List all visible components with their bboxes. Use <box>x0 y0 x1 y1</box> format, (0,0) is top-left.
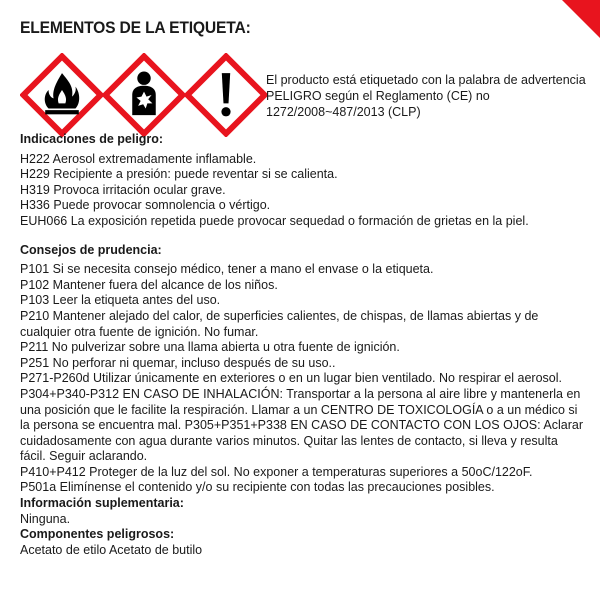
hazard-statement: H336 Puede provocar somnolencia o vértigo. <box>20 198 271 213</box>
precaution-statement: P210 Mantener alejado del calor, de superficies calientes, de chispas, de llamas abiertas y de cualquier otra fuente de ignición. No fumar. <box>20 308 539 339</box>
precaution-statement: P271-P260d Utilizar únicamente en exteriores o en un lugar bien ventilado. No respirar el aerosol. <box>20 371 562 386</box>
hazard-statement: EUH066 La exposición repetida puede provocar sequedad o formación de grietas en la piel. <box>20 213 529 228</box>
health-hazard-icon <box>102 53 186 137</box>
components-text: Acetato de etilo Acetato de butilo <box>20 542 203 557</box>
signal-word-statement: El producto está etiquetado con la palabra de advertencia PELIGRO según el Reglamento (CE) no 1272/2008~487/2013 (CLP) <box>266 73 586 119</box>
precaution-statement: P103 Leer la etiqueta antes del uso. <box>20 293 221 308</box>
exclamation-mark-icon <box>184 53 268 137</box>
supplementary-heading: Información suplementaria: <box>20 496 184 511</box>
precaution-statement: P211 No pulverizar sobre una llama abierta u otra fuente de ignición. <box>20 340 400 355</box>
page-title: ELEMENTOS DE LA ETIQUETA: <box>20 18 251 37</box>
hazard-heading: Indicaciones de peligro: <box>20 132 164 146</box>
components-heading: Componentes peligrosos: <box>20 527 175 542</box>
supplementary-text: Ninguna. <box>20 511 71 526</box>
label-content <box>20 132 586 558</box>
flame-icon <box>20 53 104 137</box>
precaution-statement: P304+P340-P312 EN CASO DE INHALACIÓN: Transportar a la persona al aire libre y mantenerla en una posición que le facilite la respiración. Llamar a un CENTRO DE TOXICOLOGÍA o a un médico si la persona se encuentra mal. P305+P351+P338 EN CASO DE CONTACTO CON LOS OJOS: Aclarar cuidadosamente con agua durante varios minutos. Quitar las lentes de contacto, si lleva y resulta fácil. Seguir aclarando. <box>20 386 583 464</box>
precaution-statement: P501a Elimínense el contenido y/o su recipiente con todas las precauciones posibles. <box>20 480 495 495</box>
ghs-pictograms <box>20 53 268 137</box>
corner-ribbon <box>562 0 600 38</box>
hazard-statement: H229 Recipiente a presión: puede reventar si se calienta. <box>20 167 338 182</box>
precaution-statement: P101 Si se necesita consejo médico, tener a mano el envase o la etiqueta. <box>20 262 434 277</box>
hazard-statement: H319 Provoca irritación ocular grave. <box>20 182 226 197</box>
precaution-statement: P102 Mantener fuera del alcance de los niños. <box>20 277 278 292</box>
precaution-statement: P251 No perforar ni quemar, incluso después de su uso.. <box>20 355 336 370</box>
precaution-heading: Consejos de prudencia: <box>20 242 162 257</box>
hazard-statement: H222 Aerosol extremadamente inflamable. <box>20 151 257 166</box>
precaution-statement: P410+P412 Proteger de la luz del sol. No exponer a temperaturas superiores a 50oC/122oF. <box>20 464 533 479</box>
